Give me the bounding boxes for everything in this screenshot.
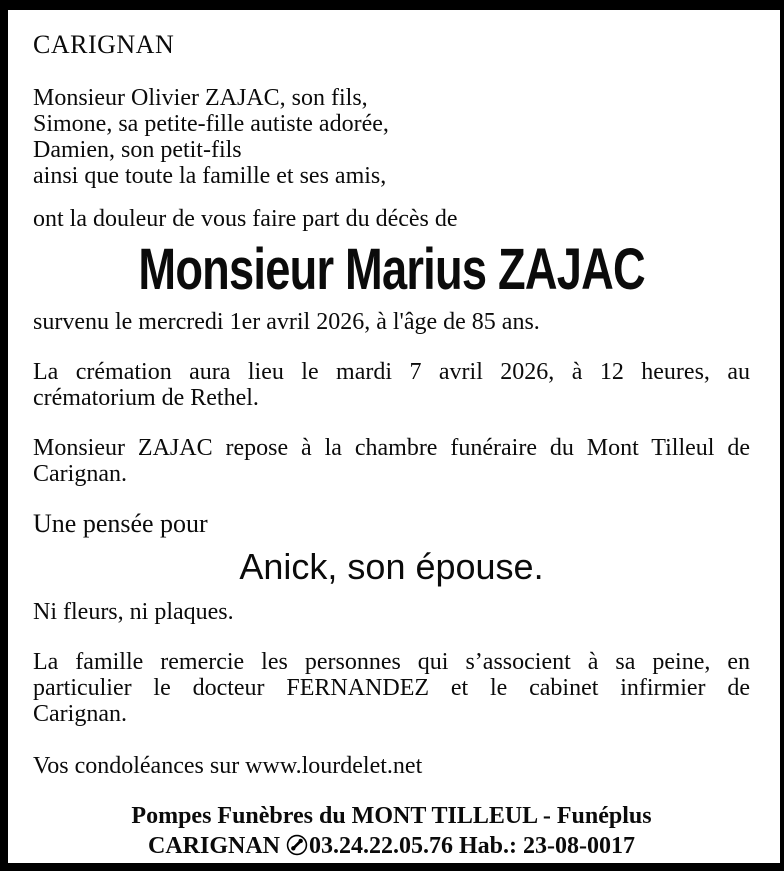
no-flowers-line: Ni fleurs, ni plaques.: [33, 599, 234, 625]
funeral-home-city: CARIGNAN: [148, 833, 280, 859]
funeral-home-name: Pompes Funèbres du MONT TILLEUL - Funéplus: [131, 803, 652, 829]
funeral-home-habilitation: Hab.: 23-08-0017: [459, 833, 635, 859]
text-line: Damien, son petit-fils: [33, 137, 242, 163]
cremation-paragraph: [33, 359, 750, 411]
text-line: Simone, sa petite-fille autiste adorée,: [33, 111, 389, 137]
text-line: La famille remercie les personnes qui s’associent à sa peine, en: [33, 649, 750, 675]
deceased-name: Monsieur Marius ZAJAC: [138, 237, 645, 302]
notice-content: [8, 10, 780, 861]
text-line: Monsieur ZAJAC repose à la chambre funéraire du Mont Tilleul de: [33, 435, 750, 461]
text-line: Carignan.: [33, 701, 127, 727]
death-date-line: survenu le mercredi 1er avril 2026, à l'âge de 85 ans.: [33, 309, 540, 335]
city-heading: CARIGNAN: [33, 30, 175, 59]
text-line: particulier le docteur FERNANDEZ et le cabinet infirmier de: [33, 675, 750, 701]
repose-paragraph: [33, 435, 750, 487]
text-line: ainsi que toute la famille et ses amis,: [33, 163, 387, 189]
deceased-name-row: [33, 237, 750, 302]
text-line: crématorium de Rethel.: [33, 385, 259, 411]
funeral-home-phone: 03.24.22.05.76: [309, 833, 453, 859]
announcement-line: ont la douleur de vous faire part du décès de: [33, 206, 458, 232]
funeral-home-contact-line: [33, 831, 750, 861]
text-line: La crémation aura lieu le mardi 7 avril 2026, à 12 heures, au: [33, 359, 750, 385]
thought-intro-line: Une pensée pour: [33, 509, 208, 538]
family-members-list: [33, 85, 750, 189]
text-line: Monsieur Olivier ZAJAC, son fils,: [33, 85, 368, 111]
phone-icon: [286, 834, 308, 856]
spouse-dedication-line: Anick, son épouse.: [239, 546, 544, 587]
thanks-paragraph: [33, 649, 750, 727]
text-line: Carignan.: [33, 461, 127, 487]
funeral-home-footer: [33, 801, 750, 861]
condolences-line: Vos condoléances sur www.lourdelet.net: [33, 753, 423, 779]
